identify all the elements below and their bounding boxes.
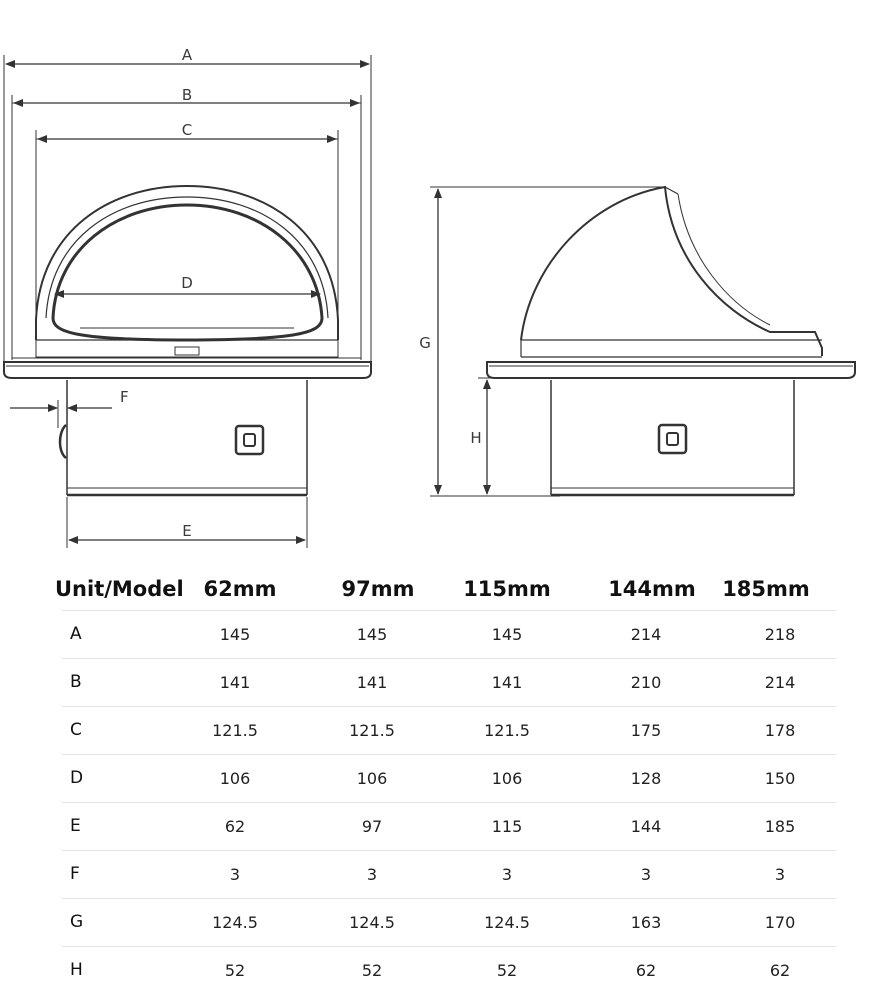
- table-cell: 210: [630, 672, 662, 692]
- table-cell: 150: [764, 768, 796, 788]
- table-cell: 124.5: [349, 912, 395, 932]
- latch-icon: [659, 425, 686, 453]
- table-cell: 121.5: [349, 720, 395, 740]
- row-label: G: [70, 912, 84, 932]
- table-row: [0, 947, 885, 993]
- latch-icon: [236, 426, 263, 454]
- table-cell: 121.5: [212, 720, 258, 740]
- table-row: [0, 707, 885, 753]
- table-cell: 3: [501, 864, 513, 884]
- table-cell: 214: [764, 672, 796, 692]
- model-header-115: 115mm: [463, 577, 551, 601]
- model-header-144: 144mm: [608, 577, 696, 601]
- label-g: G: [419, 334, 431, 352]
- table-cell: 145: [356, 624, 388, 644]
- side-view: [430, 187, 855, 496]
- table-cell: 128: [630, 768, 662, 788]
- table-cell: 52: [496, 960, 518, 980]
- table-cell: 3: [229, 864, 241, 884]
- table-cell: 106: [219, 768, 251, 788]
- table-cell: 124.5: [212, 912, 258, 932]
- label-a: A: [181, 46, 193, 64]
- table-cell: 141: [356, 672, 388, 692]
- row-label: C: [70, 720, 82, 740]
- table-cell: 170: [764, 912, 796, 932]
- table-cell: 121.5: [484, 720, 530, 740]
- table-cell: 218: [764, 624, 796, 644]
- table-cell: 62: [635, 960, 657, 980]
- table-cell: 163: [630, 912, 662, 932]
- row-label: E: [70, 816, 81, 836]
- label-h: H: [470, 429, 482, 447]
- table-cell: 115: [491, 816, 523, 836]
- row-label: B: [70, 672, 82, 692]
- table-row: [0, 851, 885, 897]
- table-cell: 145: [491, 624, 523, 644]
- unit-model-header: Unit/Model: [55, 577, 184, 601]
- table-cell: 62: [769, 960, 791, 980]
- table-cell: 52: [361, 960, 383, 980]
- row-label: D: [70, 768, 84, 788]
- table-row: [0, 803, 885, 849]
- table-cell: 145: [219, 624, 251, 644]
- table-row: [0, 611, 885, 657]
- row-label: F: [70, 864, 80, 884]
- table-header-row: [0, 566, 885, 612]
- table-cell: 214: [630, 624, 662, 644]
- label-e: E: [182, 522, 192, 540]
- table-cell: 185: [764, 816, 796, 836]
- table-cell: 52: [224, 960, 246, 980]
- table-cell: 3: [366, 864, 378, 884]
- model-header-185: 185mm: [722, 577, 810, 601]
- table-cell: 141: [219, 672, 251, 692]
- label-d: D: [181, 274, 193, 292]
- table-cell: 141: [491, 672, 523, 692]
- front-view-labels: [120, 46, 193, 540]
- table-row: [0, 755, 885, 801]
- table-cell: 124.5: [484, 912, 530, 932]
- row-label: A: [70, 624, 82, 644]
- label-b: B: [181, 86, 193, 104]
- side-view-labels: [419, 334, 481, 447]
- table-cell: 144: [630, 816, 662, 836]
- table-cell: 178: [764, 720, 796, 740]
- table-cell: 106: [356, 768, 388, 788]
- table-cell: 3: [640, 864, 652, 884]
- label-f: F: [120, 388, 129, 406]
- table-row: [0, 659, 885, 705]
- label-c: C: [181, 121, 193, 139]
- row-label: H: [70, 960, 83, 980]
- model-header-97: 97mm: [341, 577, 415, 601]
- table-cell: 62: [224, 816, 246, 836]
- table-cell: 175: [630, 720, 662, 740]
- table-cell: 3: [774, 864, 786, 884]
- table-cell: 97: [361, 816, 383, 836]
- table-cell: 106: [491, 768, 523, 788]
- model-header-62: 62mm: [203, 577, 277, 601]
- table-row: [0, 899, 885, 945]
